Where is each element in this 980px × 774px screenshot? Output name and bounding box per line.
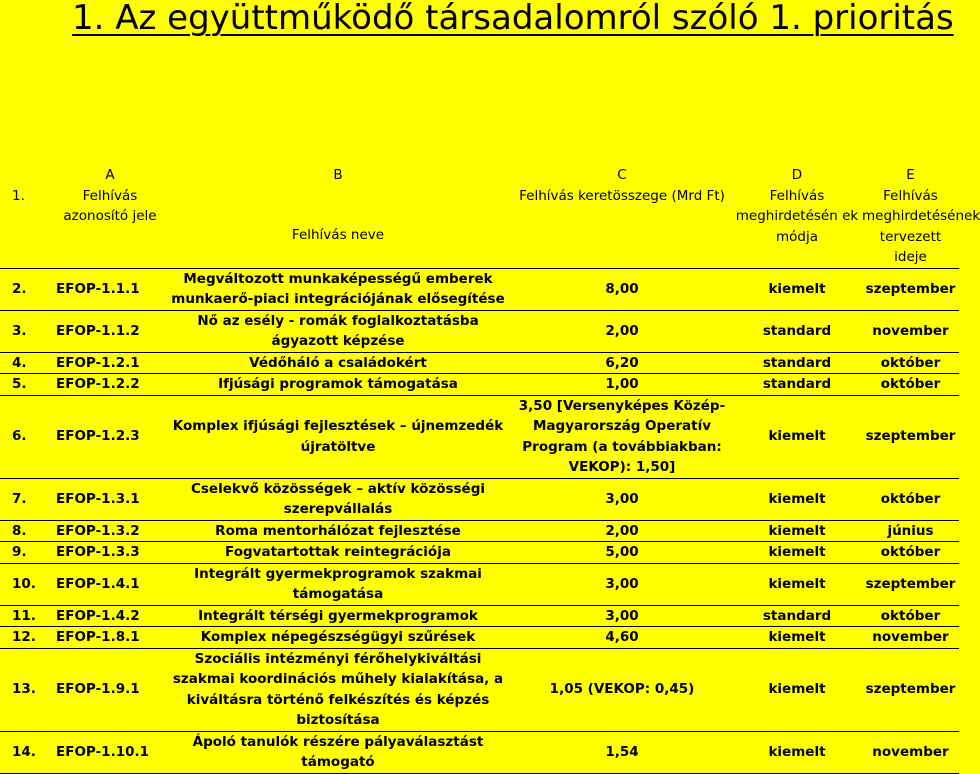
call-date: november bbox=[862, 731, 959, 773]
call-date: október bbox=[862, 352, 959, 374]
call-mode: kiemelt bbox=[732, 268, 862, 310]
call-mode: kiemelt bbox=[732, 627, 862, 649]
row-number: 3. bbox=[0, 310, 56, 352]
row-number: 14. bbox=[0, 731, 56, 773]
row-number: 5. bbox=[0, 374, 56, 396]
call-mode: kiemelt bbox=[732, 520, 862, 542]
call-id: EFOP-1.10.1 bbox=[56, 731, 164, 773]
call-name: Roma mentorhálózat fejlesztése bbox=[164, 520, 512, 542]
page-title: 1. Az együttműködő társadalomról szóló 1. prioritás bbox=[72, 0, 954, 38]
call-date: október bbox=[862, 374, 959, 396]
call-amount: 8,00 bbox=[512, 268, 732, 310]
call-name: Ápoló tanulók részére pályaválasztást támogató bbox=[164, 731, 512, 773]
call-mode: kiemelt bbox=[732, 395, 862, 478]
header-row bbox=[0, 186, 959, 269]
table-row bbox=[0, 627, 959, 649]
call-mode: kiemelt bbox=[732, 563, 862, 605]
call-mode: standard bbox=[732, 310, 862, 352]
call-name: Ifjúsági programok támogatása bbox=[164, 374, 512, 396]
call-date: október bbox=[862, 605, 959, 627]
call-mode: kiemelt bbox=[732, 478, 862, 520]
table-row bbox=[0, 520, 959, 542]
call-id: EFOP-1.2.2 bbox=[56, 374, 164, 396]
call-name: Fogvatartottak reintegrációja bbox=[164, 542, 512, 564]
call-date: szeptember bbox=[862, 268, 959, 310]
call-name: Megváltozott munkaképességű emberek munkaerő-piaci integrációjának elősegítése bbox=[164, 268, 512, 310]
call-id: EFOP-1.2.1 bbox=[56, 352, 164, 374]
row-number: 8. bbox=[0, 520, 56, 542]
row-number: 4. bbox=[0, 352, 56, 374]
row-number: 9. bbox=[0, 542, 56, 564]
call-amount: 3,00 bbox=[512, 563, 732, 605]
call-amount: 3,00 bbox=[512, 605, 732, 627]
call-amount: 1,00 bbox=[512, 374, 732, 396]
call-id: EFOP-1.8.1 bbox=[56, 627, 164, 649]
column-letter-b: B bbox=[333, 167, 343, 183]
call-amount: 3,50 [Versenyképes Közép- Magyarország Operatív Program (a továbbiakban: VEKOP): 1,50] bbox=[512, 395, 732, 478]
call-id: EFOP-1.3.3 bbox=[56, 542, 164, 564]
header-row-number: 1. bbox=[0, 186, 56, 269]
column-letter-c: C bbox=[617, 167, 627, 183]
call-name: Integrált térségi gyermekprogramok bbox=[164, 605, 512, 627]
call-id: EFOP-1.4.2 bbox=[56, 605, 164, 627]
table-row bbox=[0, 542, 959, 564]
table-row bbox=[0, 605, 959, 627]
call-id: EFOP-1.1.1 bbox=[56, 268, 164, 310]
call-name: Integrált gyermekprogramok szakmai támogatása bbox=[164, 563, 512, 605]
call-amount: 3,00 bbox=[512, 478, 732, 520]
call-id: EFOP-1.3.1 bbox=[56, 478, 164, 520]
call-date: november bbox=[862, 310, 959, 352]
call-date: szeptember bbox=[862, 395, 959, 478]
column-letter-d: D bbox=[791, 167, 803, 183]
call-date: június bbox=[862, 520, 959, 542]
call-id: EFOP-1.2.3 bbox=[56, 395, 164, 478]
row-number: 10. bbox=[0, 563, 56, 605]
priority-table bbox=[0, 165, 980, 774]
call-id: EFOP-1.4.1 bbox=[56, 563, 164, 605]
call-mode: standard bbox=[732, 605, 862, 627]
call-date: október bbox=[862, 478, 959, 520]
table-row bbox=[0, 268, 959, 310]
call-name: Szociális intézményi férőhelykiváltási szakmai koordinációs műhely kialakítása, a kiváltásra történő felkészítés és képzés biztosítása bbox=[164, 648, 512, 731]
call-name: Cselekvő közösségek – aktív közösségi szerepvállalás bbox=[164, 478, 512, 520]
header-mode: Felhívás meghirdetésén ek módja bbox=[732, 186, 862, 269]
table-row bbox=[0, 563, 959, 605]
call-amount: 5,00 bbox=[512, 542, 732, 564]
call-name: Komplex ifjúsági fejlesztések – újnemzedék újratöltve bbox=[164, 395, 512, 478]
call-amount: 2,00 bbox=[512, 520, 732, 542]
call-id: EFOP-1.1.2 bbox=[56, 310, 164, 352]
header-date: Felhívás meghirdetésének tervezett ideje bbox=[862, 186, 959, 269]
call-mode: kiemelt bbox=[732, 542, 862, 564]
call-amount: 6,20 bbox=[512, 352, 732, 374]
table-row bbox=[0, 395, 959, 478]
row-number: 13. bbox=[0, 648, 56, 731]
call-mode: kiemelt bbox=[732, 648, 862, 731]
header-id: Felhívás azonosító jele bbox=[56, 186, 164, 269]
table-row bbox=[0, 310, 959, 352]
column-letter-a: A bbox=[105, 167, 115, 183]
column-letter-e: E bbox=[906, 167, 915, 183]
row-number: 2. bbox=[0, 268, 56, 310]
call-mode: standard bbox=[732, 352, 862, 374]
call-date: november bbox=[862, 627, 959, 649]
call-date: szeptember bbox=[862, 648, 959, 731]
column-letter-row bbox=[0, 165, 959, 186]
call-mode: kiemelt bbox=[732, 731, 862, 773]
row-number: 11. bbox=[0, 605, 56, 627]
call-date: október bbox=[862, 542, 959, 564]
table-row bbox=[0, 352, 959, 374]
call-amount: 1,05 (VEKOP: 0,45) bbox=[512, 648, 732, 731]
call-amount: 1,54 bbox=[512, 731, 732, 773]
call-name: Védőháló a családokért bbox=[164, 352, 512, 374]
header-amount: Felhívás keretösszege (Mrd Ft) bbox=[512, 186, 732, 269]
call-amount: 4,60 bbox=[512, 627, 732, 649]
table-row bbox=[0, 478, 959, 520]
header-name: Felhívás neve bbox=[164, 186, 512, 269]
table-row bbox=[0, 731, 959, 773]
call-amount: 2,00 bbox=[512, 310, 732, 352]
call-name: Komplex népegészségügyi szűrések bbox=[164, 627, 512, 649]
call-mode: standard bbox=[732, 374, 862, 396]
call-name: Nő az esély - romák foglalkoztatásba ágyazott képzése bbox=[164, 310, 512, 352]
call-date: szeptember bbox=[862, 563, 959, 605]
row-number: 6. bbox=[0, 395, 56, 478]
table-row bbox=[0, 648, 959, 731]
row-number: 12. bbox=[0, 627, 56, 649]
call-id: EFOP-1.9.1 bbox=[56, 648, 164, 731]
call-id: EFOP-1.3.2 bbox=[56, 520, 164, 542]
row-number: 7. bbox=[0, 478, 56, 520]
table-row bbox=[0, 374, 959, 396]
